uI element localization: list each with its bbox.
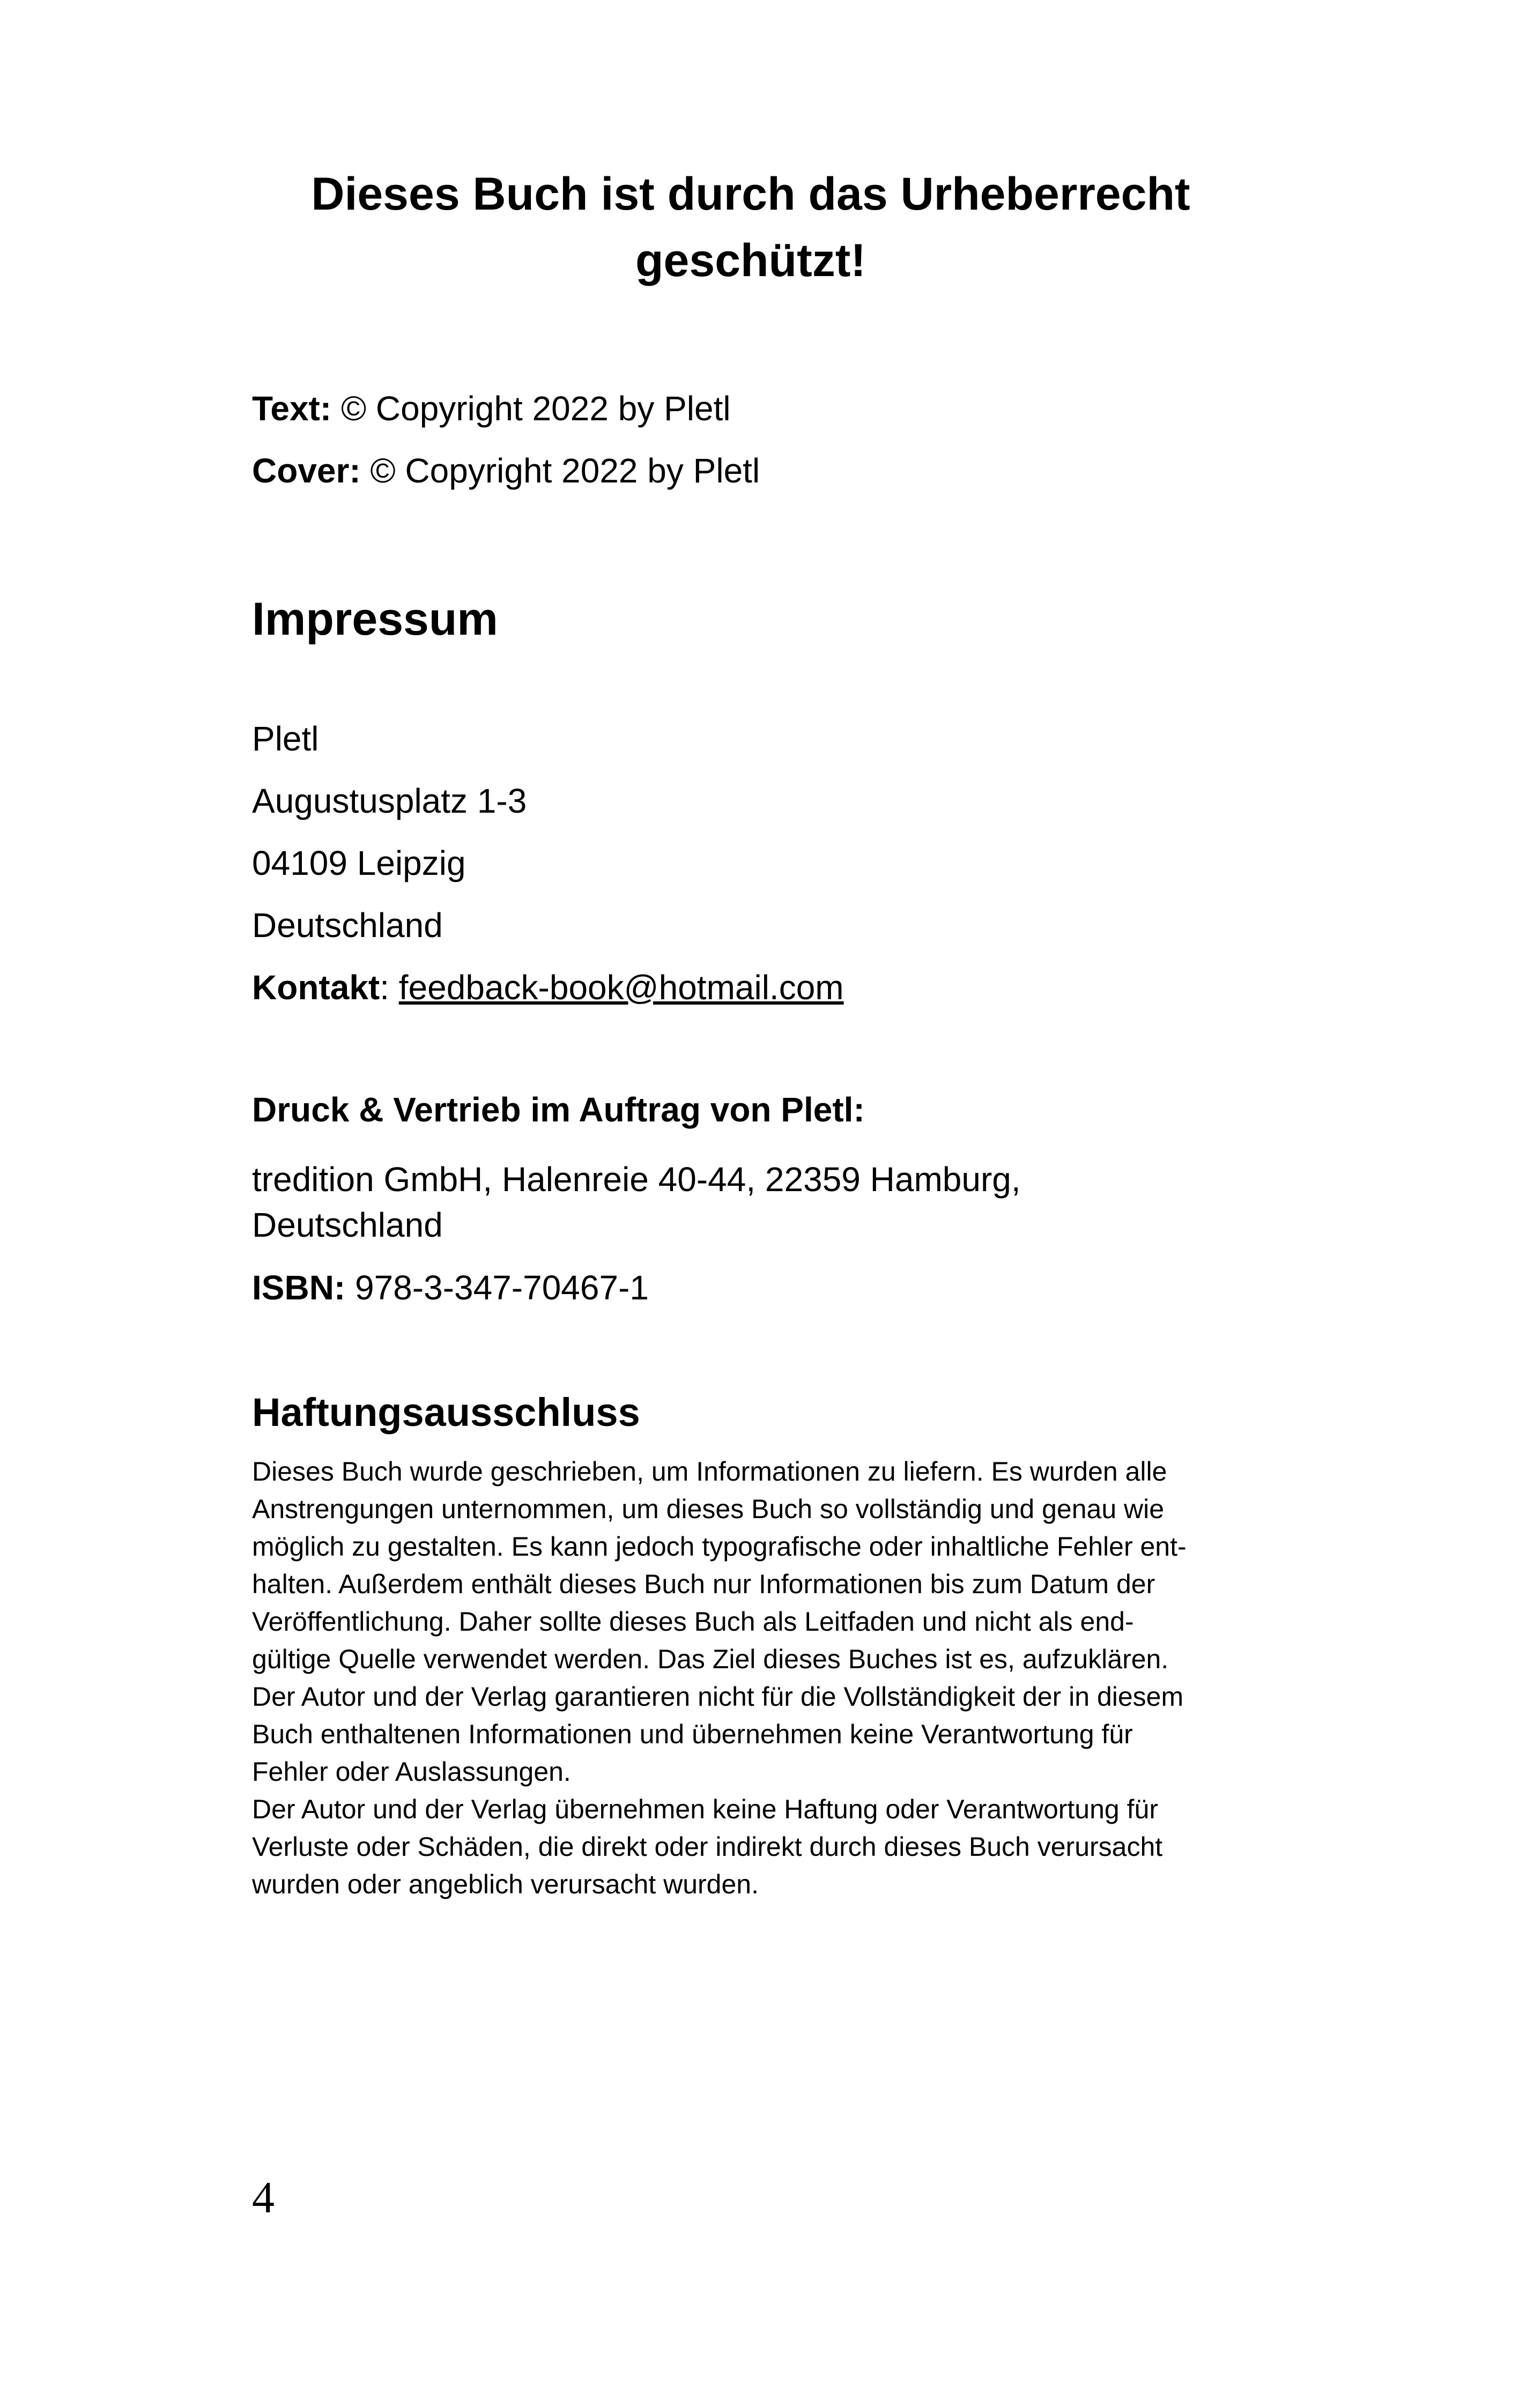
disclaimer-line: Buch enthaltenen Informationen und übernehmen keine Verantwortung für (252, 1719, 1133, 1749)
impressum-heading: Impressum (252, 593, 498, 645)
copyright-cover (252, 449, 760, 492)
disclaimer-line: Anstrengungen unternommen, um dieses Buch so vollständig und genau wie (252, 1494, 1165, 1524)
disclaimer-line: Fehler oder Auslassungen. (252, 1757, 571, 1787)
contact-label: Kontakt (252, 968, 380, 1007)
isbn (252, 1266, 649, 1309)
copyright-text-value: © Copyright 2022 by Pletl (340, 389, 731, 428)
contact-separator: : (380, 968, 389, 1007)
contact-email-link[interactable]: feedback-book@hotmail.com (398, 968, 844, 1007)
page-title-line-1: Dieses Buch ist durch das Urheberrecht (311, 168, 1190, 220)
haftung-heading: Haftungsausschluss (252, 1390, 640, 1435)
disclaimer-line: Dieses Buch wurde geschrieben, um Informationen zu liefern. Es wurden alle (252, 1456, 1167, 1487)
copyright-cover-label: Cover: (252, 451, 361, 490)
disclaimer-line: Veröffentlichung. Daher sollte dieses Buch als Leitfaden und nicht als end- (252, 1607, 1134, 1637)
impressum-street: Augustusplatz 1-3 (252, 782, 527, 820)
disclaimer-line: Der Autor und der Verlag garantieren nicht für die Vollständigkeit der in diesem (252, 1682, 1184, 1712)
page-number: 4 (252, 2173, 275, 2223)
druck-heading: Druck & Vertrieb im Auftrag von Pletl: (252, 1090, 865, 1129)
isbn-label: ISBN: (252, 1268, 346, 1307)
isbn-value: 978-3-347-70467-1 (355, 1268, 649, 1307)
impressum-contact (252, 966, 844, 1009)
druck-address-line-1: tredition GmbH, Halenreie 40-44, 22359 Hamburg, (252, 1160, 1021, 1199)
copyright-text-label: Text: (252, 389, 332, 428)
disclaimer-line: halten. Außerdem enthält dieses Buch nur Informationen bis zum Datum der (252, 1569, 1155, 1599)
copyright-cover-value: © Copyright 2022 by Pletl (370, 451, 760, 490)
impressum-city: 04109 Leipzig (252, 844, 466, 882)
disclaimer-text (252, 1453, 1281, 1903)
disclaimer-line: gültige Quelle verwendet werden. Das Ziel dieses Buches ist es, aufzuklären. (252, 1644, 1169, 1674)
page-title (252, 161, 1249, 294)
impressum-name: Pletl (252, 719, 319, 758)
disclaimer-line: Der Autor und der Verlag übernehmen keine Haftung oder Verantwortung für (252, 1794, 1158, 1824)
copyright-text (252, 387, 731, 430)
impressum-country: Deutschland (252, 906, 443, 945)
druck-address-line-2: Deutschland (252, 1206, 443, 1244)
disclaimer-line: wurden oder angeblich verursacht wurden. (252, 1869, 759, 1899)
disclaimer-line: möglich zu gestalten. Es kann jedoch typografische oder inhaltliche Fehler ent- (252, 1532, 1187, 1562)
page-title-line-2: geschützt! (635, 235, 866, 286)
disclaimer-line: Verluste oder Schäden, die direkt oder indirekt durch dieses Buch verursacht (252, 1832, 1163, 1862)
